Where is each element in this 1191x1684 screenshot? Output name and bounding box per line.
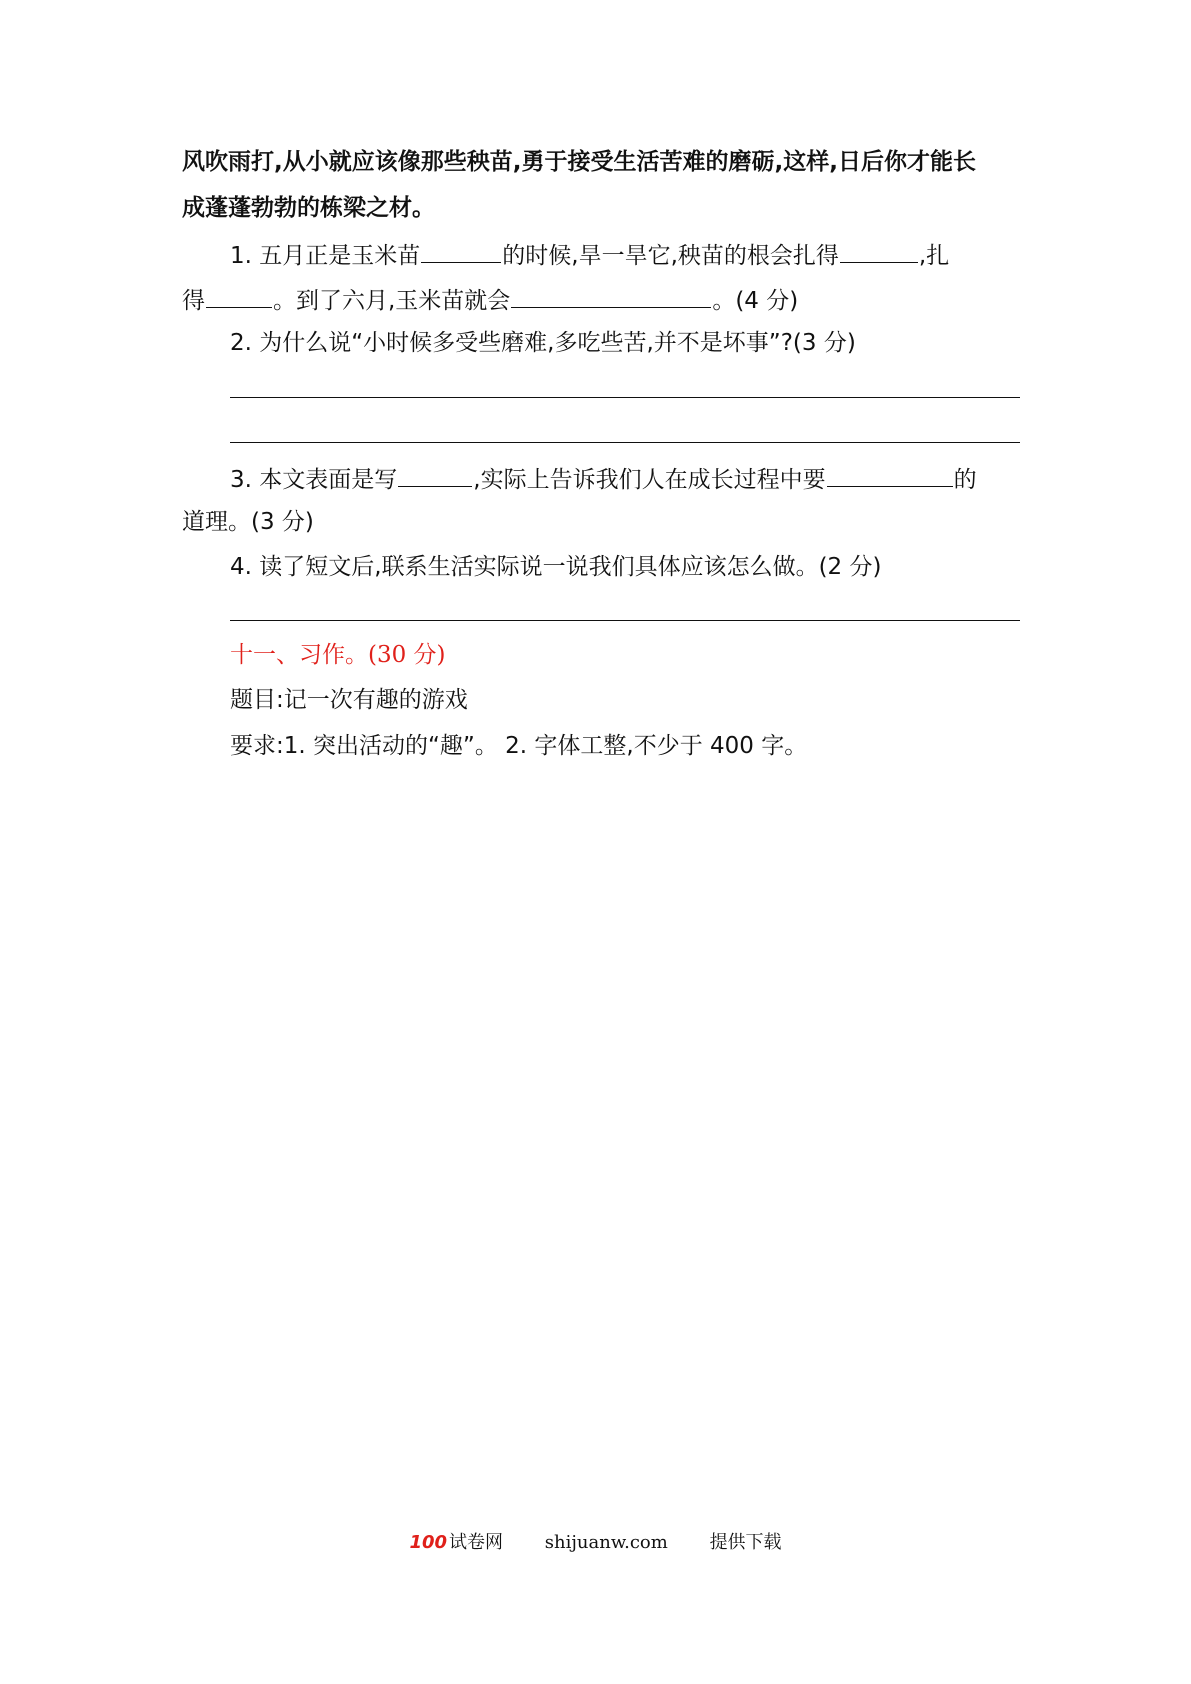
passage-line-1: 风吹雨打,从小就应该像那些秧苗,勇于接受生活苦难的磨砺,这样,日后你才能长 xyxy=(182,149,976,175)
q1-text-a: 1. 五月正是玉米苗 xyxy=(230,243,421,269)
q1-blank-1[interactable] xyxy=(421,238,501,263)
q4-answer-line[interactable] xyxy=(230,620,1020,621)
q1-blank-2[interactable] xyxy=(840,238,918,263)
composition-topic: 题目:记一次有趣的游戏 xyxy=(230,687,468,713)
q2-answer-line-2[interactable] xyxy=(230,442,1020,443)
q3-blank-2[interactable] xyxy=(827,462,953,487)
q3-text-b: ,实际上告诉我们人在成长过程中要 xyxy=(473,467,826,493)
site-domain: shijuanw.com xyxy=(544,1532,668,1553)
question-3-line-1 xyxy=(230,462,1022,495)
composition-heading: 十一、习作。(30 分) xyxy=(230,642,446,668)
q1-blank-3[interactable] xyxy=(206,283,272,308)
q1-text-f: 。(4 分) xyxy=(712,288,799,314)
q1-text-c: ,扎 xyxy=(918,243,950,269)
passage-line-2: 成蓬蓬勃勃的栋梁之材。 xyxy=(182,195,435,221)
q1-text-b: 的时候,旱一旱它,秧苗的根会扎得 xyxy=(502,243,839,269)
question-2: 2. 为什么说“小时候多受些磨难,多吃些苦,并不是坏事”?(3 分) xyxy=(230,330,856,356)
q2-answer-line-1[interactable] xyxy=(230,397,1020,398)
q1-text-e: 。到了六月,玉米苗就会 xyxy=(273,288,511,314)
question-1-line-2 xyxy=(182,283,1022,316)
q1-text-d: 得 xyxy=(182,288,205,314)
q1-blank-4[interactable] xyxy=(511,283,711,308)
composition-requirements: 要求:1. 突出活动的“趣”。 2. 字体工整,不少于 400 字。 xyxy=(230,733,808,759)
site-logo: 100 xyxy=(409,1532,448,1553)
q3-text-a: 3. 本文表面是写 xyxy=(230,467,398,493)
question-4: 4. 读了短文后,联系生活实际说一说我们具体应该怎么做。(2 分) xyxy=(230,554,882,580)
page-footer xyxy=(0,1528,1191,1554)
site-name: 试卷网 xyxy=(449,1532,504,1553)
question-3-line-2: 道理。(3 分) xyxy=(182,509,314,535)
footer-note: 提供下载 xyxy=(709,1532,782,1553)
q3-text-c: 的 xyxy=(953,467,977,493)
question-1-line-1 xyxy=(230,238,1022,271)
q3-blank-1[interactable] xyxy=(398,462,472,487)
